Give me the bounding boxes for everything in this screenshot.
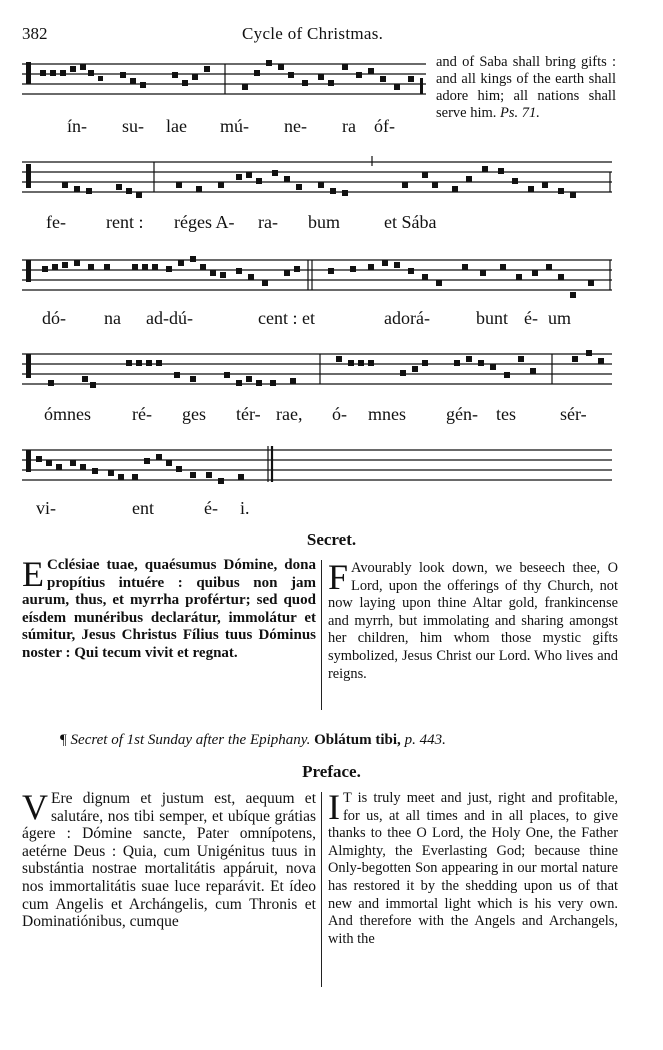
syllable: é-: [204, 498, 218, 518]
syllable: vi-: [36, 498, 56, 518]
syllable: rae,: [276, 404, 303, 424]
syllable: su-: [122, 116, 144, 136]
syllable: bunt: [476, 308, 509, 328]
syllable: i.: [240, 498, 250, 518]
column-divider: [321, 792, 322, 987]
page-number: 382: [22, 24, 48, 43]
syllable: fe-: [46, 212, 66, 232]
chant-staff-2: [22, 154, 612, 202]
preface-heading: Preface.: [302, 762, 361, 781]
syllable: é-: [524, 308, 538, 328]
rubric-italic: Secret of 1st Sunday after the Epiphany.: [70, 732, 311, 748]
chant-staff-4: [22, 346, 612, 394]
chant-staff-5: [22, 442, 612, 490]
staff-lines: [22, 346, 612, 396]
secret-english: [328, 557, 618, 683]
syllable: ad-dú-: [146, 308, 193, 328]
chant-lyrics-4: [22, 404, 612, 428]
syllable: cent : et: [258, 308, 315, 328]
secret-heading: Secret.: [306, 530, 357, 549]
syllable: sér-: [560, 404, 587, 424]
preface-latin: [22, 787, 316, 931]
rubric-note: [60, 732, 446, 749]
pilcrow-icon: ¶: [60, 732, 67, 748]
syllable: um: [548, 308, 572, 328]
chant-lyrics-3: [22, 308, 612, 332]
syllable: et Sába: [384, 212, 437, 232]
staff-lines: [22, 442, 612, 492]
syllable: tes: [496, 404, 516, 424]
staff-lines: [22, 252, 612, 302]
secret-english-text: Avourably look down, we beseech thee, O Lord, upon the offerings of thy Church, not now laying upon thine Altar gold, frankincense and myrrh, but immolating and sharing amongst her children, him whom those mystic gifts symbolized, Jesus Christ our Lord. Who lives and reigns.: [328, 560, 618, 682]
drop-cap: I: [328, 787, 340, 827]
chant-lyrics-5: [22, 498, 612, 522]
secret-latin: [22, 554, 316, 663]
rubric-incipit: Oblátum tibi,: [314, 732, 401, 748]
syllable: ges: [182, 404, 206, 424]
column-divider: [321, 560, 322, 710]
syllable: bum: [308, 212, 341, 232]
staff-lines: [22, 154, 612, 204]
drop-cap: V: [22, 787, 48, 827]
syllable: mú-: [220, 116, 249, 136]
syllable: adorá-: [384, 308, 430, 328]
syllable: ó-: [332, 404, 347, 424]
syllable: ne-: [284, 116, 307, 136]
syllable: réges A-: [174, 212, 235, 232]
preface-english: [328, 787, 618, 948]
syllable: tér-: [236, 404, 261, 424]
translation-text: and of Saba shall bring gifts : and all kings of the earth shall adore him; all nations shall serve him.: [436, 54, 616, 121]
drop-cap: F: [328, 557, 349, 597]
syllable: ra-: [258, 212, 278, 232]
translation-sidebar: [436, 54, 616, 122]
chant-staff-3: [22, 252, 612, 300]
syllable: gén-: [446, 404, 478, 424]
syllable: mnes: [368, 404, 406, 424]
staff-lines: [22, 56, 426, 106]
syllable: ra: [342, 116, 356, 136]
preface-english-text: T is truly meet and just, right and profitable, for us, at all times and in all places, to give thanks to thee O Lord, the Holy One, the Father Almighty, the Everlasting God; because thine Only-begotten Son appearing in our mortal nature has restored it by the shedding upon us of that new and immortal light which is his very own. And therefore with the Angels and Archangels, with the: [328, 790, 618, 947]
drop-cap: E: [22, 554, 44, 594]
syllable: ín-: [67, 116, 87, 136]
secret-latin-text: Cclésiae tuae, quaésumus Dómine, dona propítius intuére : quibus non jam aurum, thus, et myrrha profértur; sed quod eísdem munéribus declarátur, immolátur et súmitur, Jesus Christus Fílius tuus Dóminus noster : Qui tecum vivit et regnat.: [22, 557, 316, 661]
syllable: ent: [132, 498, 154, 518]
syllable: ré-: [132, 404, 152, 424]
chant-staff-1: [22, 56, 426, 104]
syllable: rent :: [106, 212, 148, 232]
running-title: Cycle of Christmas.: [242, 24, 384, 43]
preface-latin-text: Ere dignum et justum est, aequum et salutáre, nos tibi semper, et ubíque grátias ágere : Dómine sancte, Pater omnípotens, aetérne Deus : Quia, cum Unigénitus tuus in substántia nostrae mortalitátis appáruit, nova nos immortalitátis suae luce reparávit. Et ídeo cum Angelis et Archángelis, cum Thronis et Dominatiónibus, cumque: [22, 790, 316, 931]
chant-lyrics-2: [22, 212, 612, 236]
rubric-page-ref: p. 443.: [404, 732, 446, 748]
syllable: na: [104, 308, 121, 328]
syllable: dó-: [42, 308, 66, 328]
syllable: lae: [166, 116, 187, 136]
psalm-reference: Ps. 71.: [500, 105, 540, 121]
syllable: ómnes: [44, 404, 91, 424]
syllable: óf-: [374, 116, 395, 136]
